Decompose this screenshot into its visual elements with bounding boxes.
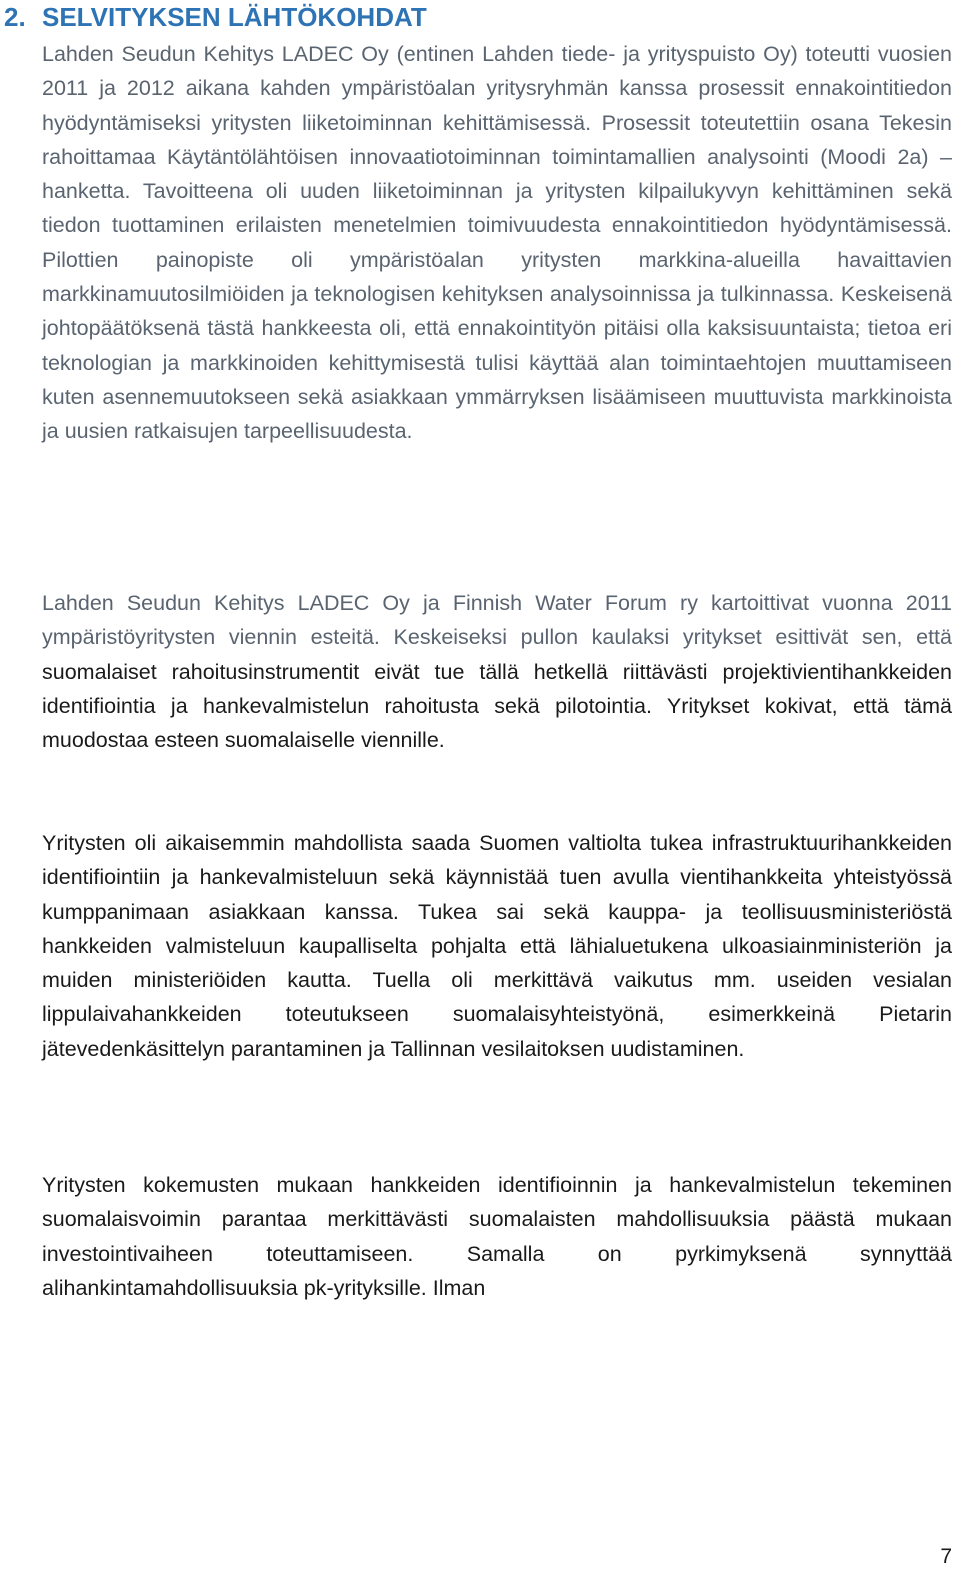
paragraph-2-text: suomalaiset rahoitusinstrumentit eivät tue tällä hetkellä riittävästi projektivientihankkeiden identifiointia ja hankevalmistelun rahoitusta sekä pilotointia. Yritykset kokivat, että tämä muodostaa esteen suomalaiselle viennille.	[42, 659, 952, 753]
paragraph-2	[42, 586, 952, 757]
paragraph-4-text: Yritysten kokemusten mukaan hankkeiden identifioinnin ja hankevalmistelun tekeminen suomalaisvoimin parantaa merkittävästi suomalaisten mahdollisuuksia päästä mukaan investointivaiheen toteuttamiseen. Samalla on pyrkimyksenä synnyttää alihankintamahdollisuuksia pk-yrityksille. Ilman	[42, 1173, 952, 1300]
paragraph-3-text: Yritysten oli aikaisemmin mahdollista saada Suomen valtiolta tukea infrastruktuurihankkeiden identifiointiin ja hankevalmisteluun sekä käynnistää tuen avulla vientihankkeita yhteistyössä kumppanimaan asiakkaan kanssa. Tukea sai sekä kauppa- ja teollisuusministeriöstä hankkeiden valmisteluun kaupalliselta pohjalta että lähialuetukena ulkoasiainministeriön ja muiden ministeriöiden kautta. Tuella oli merkittävä vaikutus mm. useiden vesialan lippulaivahankkeiden toteutukseen suomalaisyhteistyönä, esimerkkeinä Pietarin jätevedenkäsittelyn parantaminen ja Tallinnan vesilaitoksen uudistaminen.	[42, 831, 952, 1061]
paragraph-3	[42, 826, 952, 1066]
page-number: 7	[940, 1545, 952, 1568]
paragraph-1	[42, 37, 952, 449]
section-heading	[4, 0, 427, 34]
paragraph-1-text: Lahden Seudun Kehitys LADEC Oy (entinen Lahden tiede- ja yrityspuisto Oy) toteutti vuosien 2011 ja 2012 aikana kahden ympäristöalan yritysryhmän kanssa prosessit ennakointitiedon hyödyntämiseksi yritysten liiketoiminnan kehittämisessä. Prosessit toteutettiin osana Tekesin rahoittamaa Käytäntölähtöisen innovaatiotoiminnan toimintamallien analysointi (Moodi 2a) –hanketta. Tavoitteena oli uuden liiketoiminnan ja yritysten kilpailukyvyn kehittäminen sekä tiedon tuottaminen erilaisten menetelmien toimivuudesta ennakointitiedon hyödyntämisessä. Pilottien painopiste oli ympäristöalan yritysten markkina-alueilla havaittavien markkinamuutosilmiöiden ja teknologisen kehityksen analysoinnissa ja tulkinnassa. Keskeisenä johtopäätöksenä tästä hankkeesta oli, että ennakointityön pitäisi olla kaksisuuntaista; tietoa eri teknologian ja markkinoiden kehittymisestä tulisi käyttää alan toimintaehtojen muuttamiseen kuten asennemuutokseen sekä asiakkaan ymmärryksen lisäämiseen muuttuvista markkinoista ja uusien ratkaisujen tarpeellisuudesta.	[42, 42, 952, 444]
paragraph-4	[42, 1168, 952, 1305]
section-title: SELVITYKSEN LÄHTÖKOHDAT	[42, 2, 427, 32]
paragraph-2-text-muted: Lahden Seudun Kehitys LADEC Oy ja Finnish Water Forum ry kartoittivat vuonna 2011 ympäristöyritysten viennin esteitä. Keskeiseksi pullon kaulaksi yritykset esittivät sen, että	[42, 591, 952, 650]
section-number: 2.	[4, 2, 26, 32]
